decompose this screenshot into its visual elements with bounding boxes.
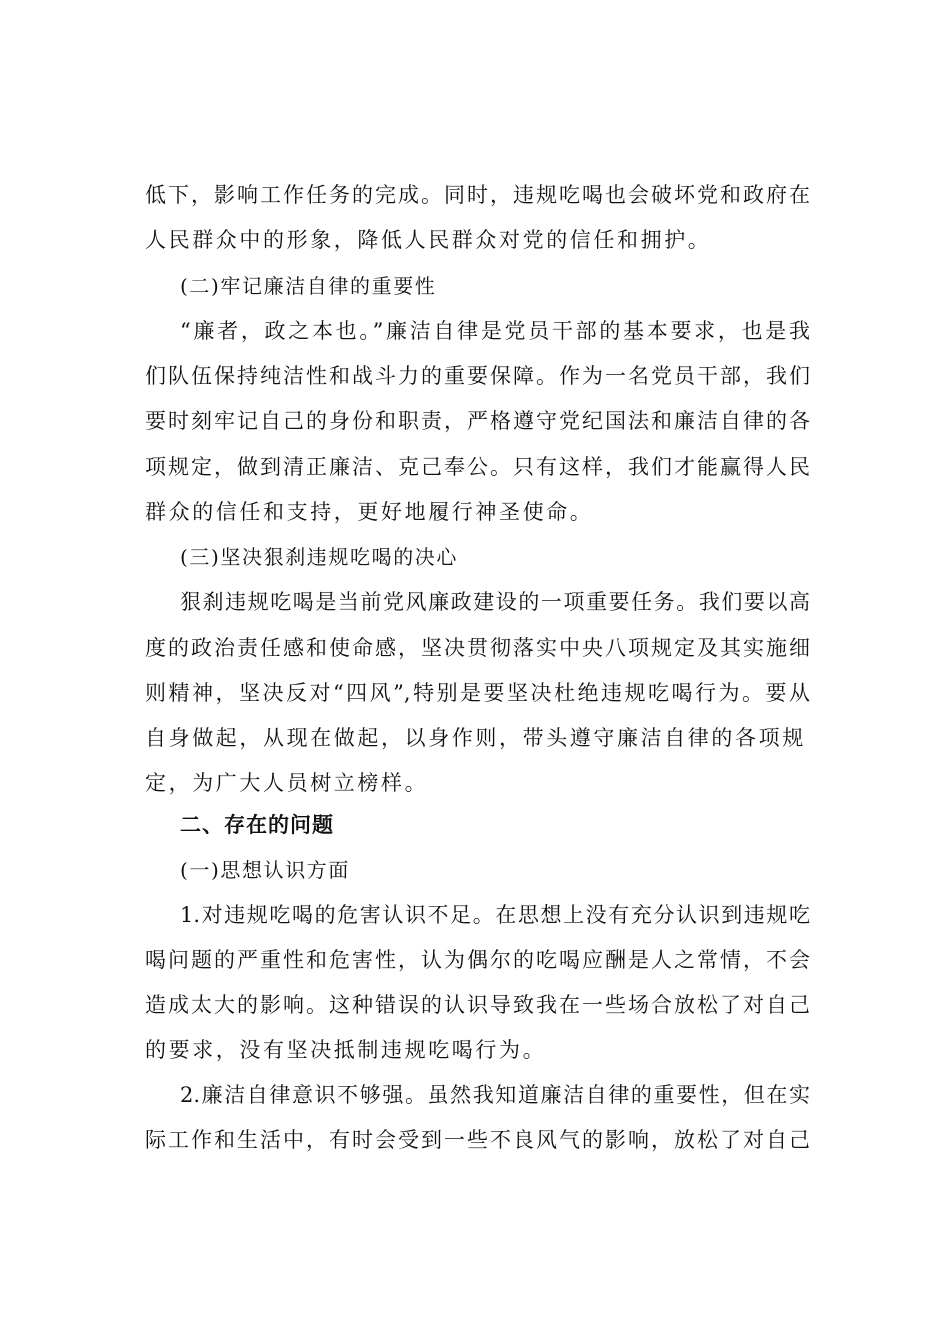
body-line: 1.对违规吃喝的危害认识不足。在思想上没有充分认识到违规吃 bbox=[180, 903, 810, 927]
body-line: 要时刻牢记自己的身份和职责，严格遵守党纪国法和廉洁自律的各 bbox=[145, 409, 810, 433]
body-line: 自身做起，从现在做起，以身作则，带头遵守廉洁自律的各项规 bbox=[145, 726, 806, 750]
body-line: 喝问题的严重性和危害性，认为偶尔的吃喝应酬是人之常情，不会 bbox=[145, 948, 810, 972]
body-line: 项规定，做到清正廉洁、克己奉公。只有这样，我们才能赢得人民 bbox=[145, 455, 810, 479]
body-line: “廉者，政之本也。”廉洁自律是党员干部的基本要求，也是我 bbox=[180, 319, 810, 343]
body-line: 低下，影响工作任务的完成。同时，违规吃喝也会破坏党和政府在 bbox=[145, 183, 810, 207]
subsection-heading: (三)坚决狠刹违规吃喝的决心 bbox=[180, 545, 459, 569]
section-heading: 二、存在的问题 bbox=[180, 813, 334, 837]
body-line: 造成太大的影响。这种错误的认识导致我在一些场合放松了对自己 bbox=[145, 993, 810, 1017]
subsection-heading: (一)思想认识方面 bbox=[180, 858, 351, 882]
body-line: 群众的信任和支持，更好地履行神圣使命。 bbox=[145, 500, 594, 524]
subsection-heading: (二)牢记廉洁自律的重要性 bbox=[180, 274, 437, 298]
body-line: 则精神，坚决反对“四风”,特别是要坚决杜绝违规吃喝行为。要从 bbox=[145, 681, 810, 705]
body-line: 们队伍保持纯洁性和战斗力的重要保障。作为一名党员干部，我们 bbox=[145, 364, 810, 388]
body-line: 人民群众中的形象，降低人民群众对党的信任和拥护。 bbox=[145, 228, 712, 252]
body-line: 定，为广大人员树立榜样。 bbox=[145, 771, 429, 795]
body-line: 的要求，没有坚决抵制违规吃喝行为。 bbox=[145, 1038, 547, 1062]
body-line: 际工作和生活中，有时会受到一些不良风气的影响，放松了对自己 bbox=[145, 1128, 810, 1152]
body-line: 2.廉洁自律意识不够强。虽然我知道廉洁自律的重要性，但在实 bbox=[180, 1083, 810, 1107]
body-line: 狠刹违规吃喝是当前党风廉政建设的一项重要任务。我们要以高 bbox=[180, 590, 810, 614]
body-line: 度的政治责任感和使命感，坚决贯彻落实中央八项规定及其实施细 bbox=[145, 636, 810, 660]
